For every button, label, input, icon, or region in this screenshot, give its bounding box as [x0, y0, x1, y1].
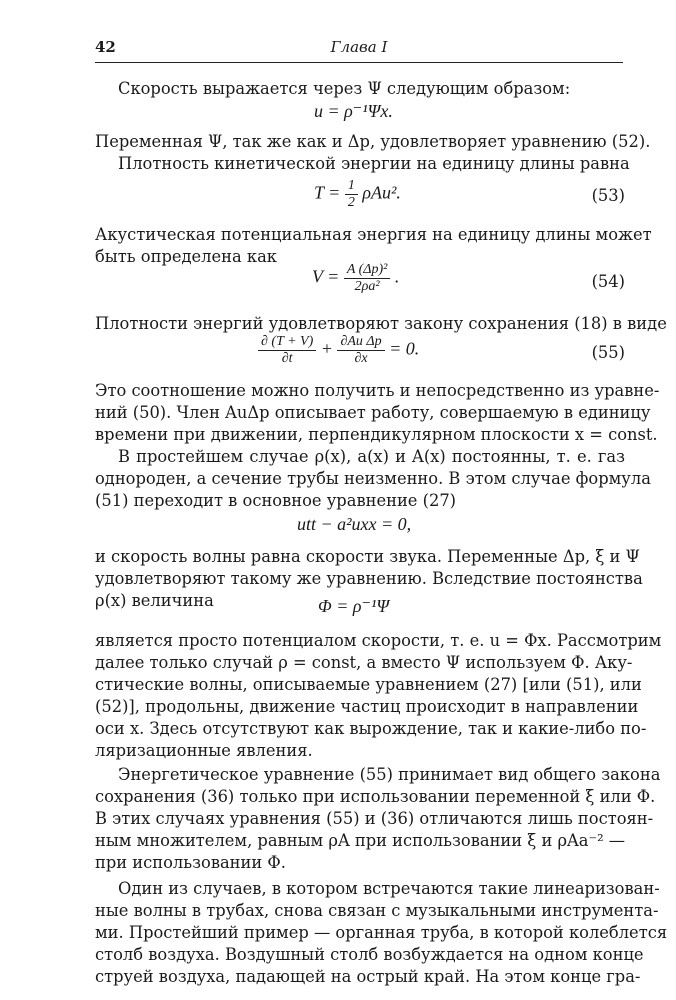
page-header	[95, 38, 623, 62]
text-line: Плотность кинетической энергии на единицу длины равна	[118, 154, 630, 173]
text-line: сохранения (36) только при использовании переменной ξ или Φ.	[95, 787, 656, 806]
fraction: $\frac{\text{A (Δp)²}}{\text{2ρa²}}$	[344, 262, 391, 295]
text-line: Это соотношение можно получить и непосредственно из уравне-	[95, 381, 660, 400]
equation-number: (53)	[591, 186, 625, 205]
text-line: является просто потенциалом скорости, т. е. u = Φx. Рассмотрим	[95, 631, 662, 650]
page-number: 42	[95, 38, 116, 56]
text-line: ρ(x) величина	[95, 591, 214, 610]
text-line: (51) переходит в основное уравнение (27)	[95, 491, 457, 510]
equation-potential: Φ = ρ⁻¹Ψ	[318, 596, 390, 616]
equation-wave: utt − a²uxx = 0,	[297, 514, 412, 534]
equation-velocity: u = ρ⁻¹Ψx.	[314, 101, 393, 121]
text-line: ные волны в трубах, снова связан с музыкальными инструмента-	[95, 901, 659, 920]
text-line: стические волны, описываемые уравнением (27) [или (51), или	[95, 675, 642, 694]
text-line: при использовании Φ.	[95, 853, 286, 872]
text-line: ми. Простейший пример — органная труба, в которой колеблется	[95, 923, 668, 942]
text-line: столб воздуха. Воздушный столб возбуждается на одном конце	[95, 945, 644, 964]
text-line: Плотности энергий удовлетворяют закону сохранения (18) в виде	[95, 314, 667, 333]
text-line: Энергетическое уравнение (55) принимает вид общего закона	[118, 765, 661, 784]
text-line: В этих случаях уравнения (55) и (36) отличаются лишь постоян-	[95, 809, 654, 828]
text-line: Один из случаев, в котором встречаются такие линеаризован-	[118, 879, 660, 898]
text-line: оси x. Здесь отсутствуют как вырождение, так и какие-либо по-	[95, 719, 647, 738]
text-line: (52)], продольны, движение частиц происходит в направлении	[95, 697, 639, 716]
text-line: удовлетворяют такому же уравнению. Вследствие постоянства	[95, 569, 643, 588]
text-line: Акустическая потенциальная энергия на единицу длины может	[95, 225, 652, 244]
text-line: времени при движении, перпендикулярном плоскости x = const.	[95, 425, 658, 444]
equation-55: $\frac{\partial (T + V)}{\partial t}$ + $\frac{\text{∂Au Δp}}{\partial x}$ = 0.	[258, 334, 419, 367]
text-line: и скорость волны равна скорости звука. Переменные Δp, ξ и Ψ	[95, 547, 640, 566]
text-line: В простейшем случае ρ(x), a(x) и A(x) постоянны, т. е. газ	[118, 447, 625, 466]
text-line: однороден, а сечение трубы неизменно. В этом случае формула	[95, 469, 651, 488]
equation-53: T = $\frac{1}{2}$ ρAu².	[314, 178, 401, 210]
text-line: ляризационные явления.	[95, 741, 313, 760]
equation-number: (54)	[591, 272, 625, 291]
text-line: Переменная Ψ, так же как и Δp, удовлетворяет уравнению (52).	[95, 132, 651, 151]
fraction: $\frac{\text{∂Au Δp}}{\partial x}$	[337, 334, 384, 367]
text-line: далее только случай ρ = const, а вместо Ψ используем Φ. Аку-	[95, 653, 633, 672]
chapter-title: Глава I	[330, 38, 388, 56]
equation-number: (55)	[591, 343, 625, 362]
fraction: $\frac{\partial (T + V)}{\partial t}$	[258, 334, 316, 367]
text-line: струей воздуха, падающей на острый край. На этом конце гра-	[95, 967, 641, 986]
text-line: Скорость выражается через Ψ следующим образом:	[118, 79, 571, 98]
text-line: быть определена как	[95, 247, 277, 266]
text-line: ным множителем, равным ρA при использовании ξ и ρAa⁻² —	[95, 831, 626, 850]
fraction: $\frac{1}{2}$	[345, 178, 358, 211]
header-rule	[95, 62, 623, 63]
text-line: ний (50). Член AuΔp описывает работу, совершаемую в единицу	[95, 403, 651, 422]
equation-54: V = $\frac{\text{A (Δp)²}}{\text{2ρa²}}$ .	[312, 262, 400, 294]
